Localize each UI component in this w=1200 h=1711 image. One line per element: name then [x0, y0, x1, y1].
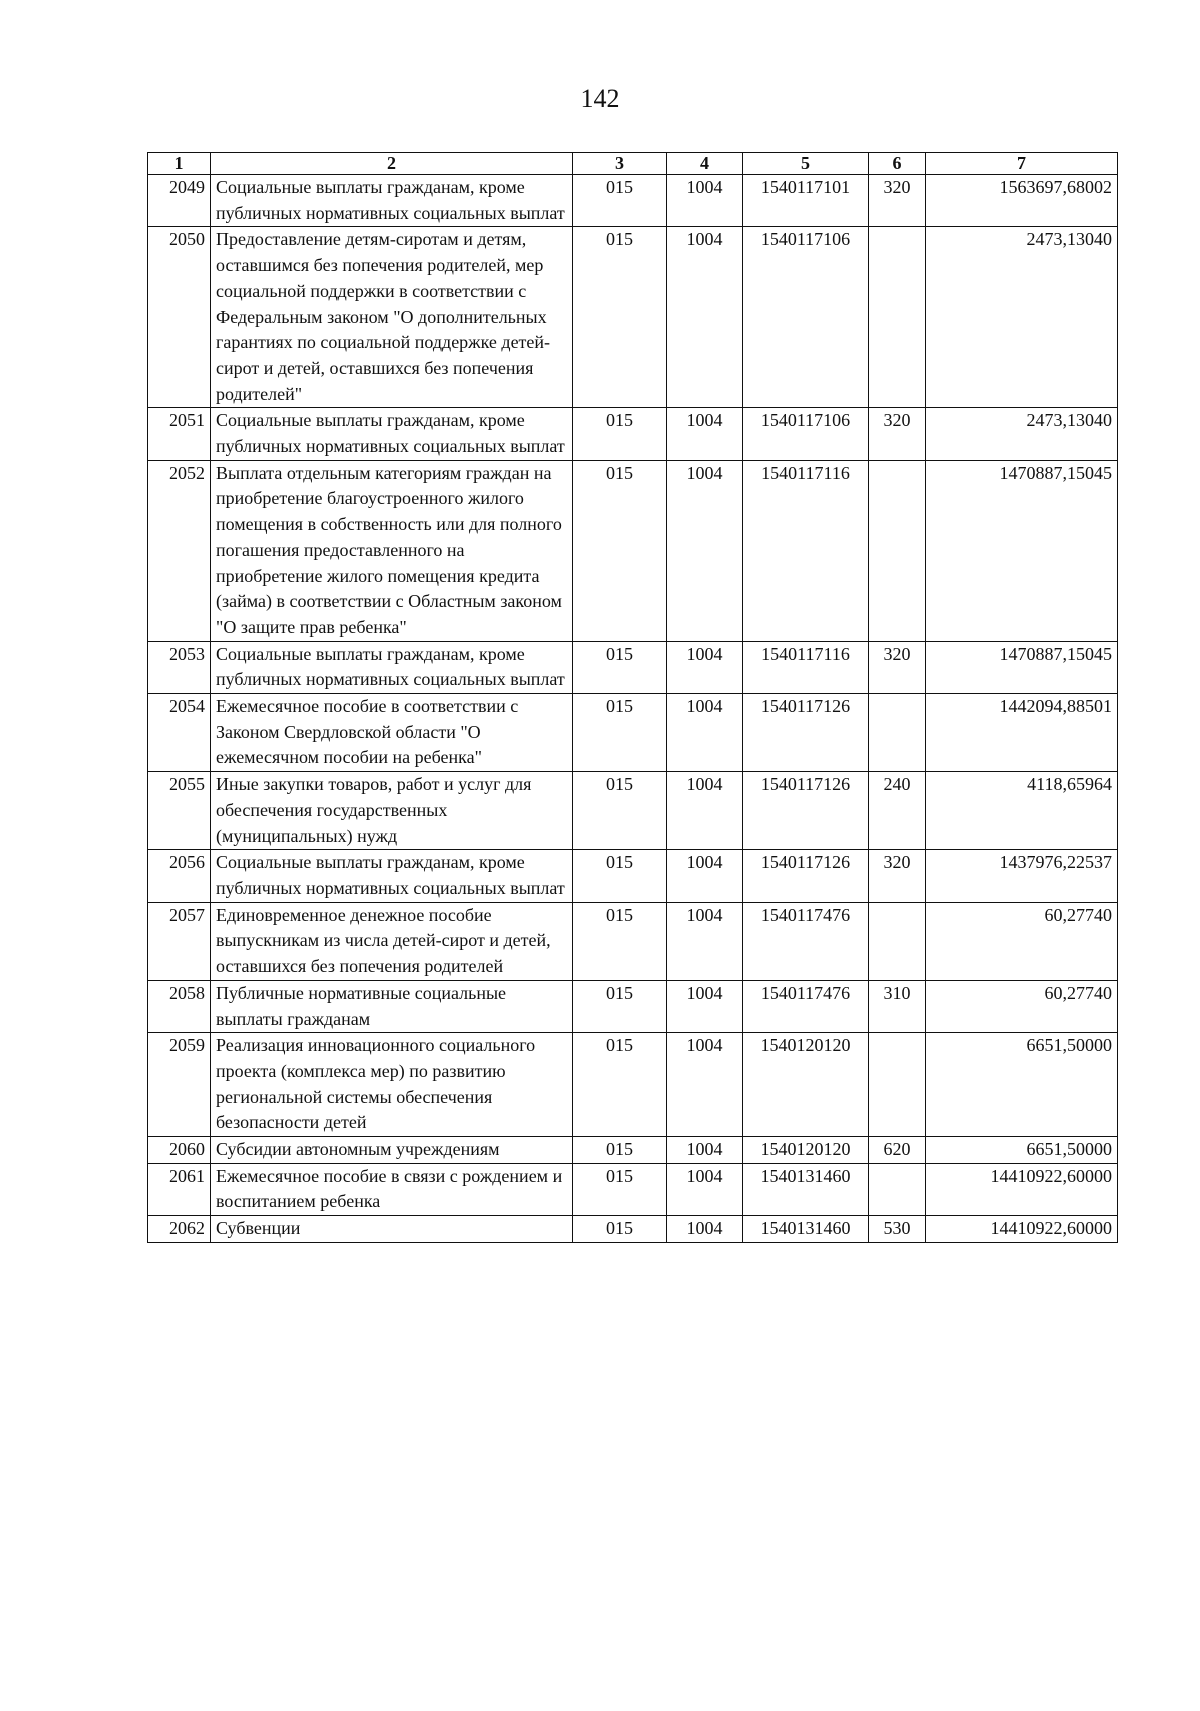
ministry-code-cell: 015	[573, 1163, 667, 1215]
section-code-cell: 1004	[667, 460, 743, 641]
table-row	[148, 1216, 1118, 1243]
table-row	[148, 408, 1118, 460]
description-cell: Единовременное денежное пособие выпускникам из числа детей-сирот и детей, оставшихся без попечения родителей	[211, 902, 573, 980]
description-cell: Социальные выплаты гражданам, кроме публичных нормативных социальных выплат	[211, 850, 573, 902]
expense-type-cell	[869, 902, 926, 980]
budget-table	[147, 152, 1118, 1243]
target-article-cell: 1540120120	[743, 1137, 869, 1164]
section-code-cell: 1004	[667, 694, 743, 772]
ministry-code-cell: 015	[573, 902, 667, 980]
table-row	[148, 980, 1118, 1032]
section-code-cell: 1004	[667, 902, 743, 980]
table-row	[148, 694, 1118, 772]
row-number-cell: 2060	[148, 1137, 211, 1164]
amount-cell: 14410922,60000	[926, 1216, 1118, 1243]
ministry-code-cell: 015	[573, 460, 667, 641]
section-code-cell: 1004	[667, 227, 743, 408]
description-cell: Реализация инновационного социального проекта (комплекса мер) по развитию региональной системы обеспечения безопасности детей	[211, 1033, 573, 1137]
row-number-cell: 2057	[148, 902, 211, 980]
amount-cell: 60,27740	[926, 902, 1118, 980]
row-number-cell: 2050	[148, 227, 211, 408]
row-number-cell: 2058	[148, 980, 211, 1032]
amount-cell: 2473,13040	[926, 227, 1118, 408]
description-cell: Ежемесячное пособие в связи с рождением и воспитанием ребенка	[211, 1163, 573, 1215]
column-header: 7	[926, 153, 1118, 175]
row-number-cell: 2062	[148, 1216, 211, 1243]
target-article-cell: 1540117116	[743, 460, 869, 641]
ministry-code-cell: 015	[573, 980, 667, 1032]
table-row	[148, 1163, 1118, 1215]
amount-cell: 4118,65964	[926, 772, 1118, 850]
expense-type-cell	[869, 1163, 926, 1215]
ministry-code-cell: 015	[573, 227, 667, 408]
row-number-cell: 2055	[148, 772, 211, 850]
expense-type-cell: 320	[869, 175, 926, 227]
expense-type-cell	[869, 1033, 926, 1137]
ministry-code-cell: 015	[573, 1137, 667, 1164]
section-code-cell: 1004	[667, 1033, 743, 1137]
ministry-code-cell: 015	[573, 850, 667, 902]
amount-cell: 60,27740	[926, 980, 1118, 1032]
column-header: 3	[573, 153, 667, 175]
description-cell: Субсидии автономным учреждениям	[211, 1137, 573, 1164]
amount-cell: 2473,13040	[926, 408, 1118, 460]
description-cell: Субвенции	[211, 1216, 573, 1243]
column-header: 6	[869, 153, 926, 175]
description-cell: Публичные нормативные социальные выплаты гражданам	[211, 980, 573, 1032]
section-code-cell: 1004	[667, 641, 743, 693]
column-header: 4	[667, 153, 743, 175]
amount-cell: 1470887,15045	[926, 460, 1118, 641]
amount-cell: 1437976,22537	[926, 850, 1118, 902]
expense-type-cell: 240	[869, 772, 926, 850]
section-code-cell: 1004	[667, 772, 743, 850]
row-number-cell: 2061	[148, 1163, 211, 1215]
expense-type-cell	[869, 460, 926, 641]
table-header-row	[148, 153, 1118, 175]
table-row	[148, 1137, 1118, 1164]
description-cell: Социальные выплаты гражданам, кроме публичных нормативных социальных выплат	[211, 175, 573, 227]
table-row	[148, 1033, 1118, 1137]
section-code-cell: 1004	[667, 1137, 743, 1164]
ministry-code-cell: 015	[573, 772, 667, 850]
expense-type-cell: 320	[869, 408, 926, 460]
row-number-cell: 2056	[148, 850, 211, 902]
description-cell: Социальные выплаты гражданам, кроме публичных нормативных социальных выплат	[211, 641, 573, 693]
description-cell: Социальные выплаты гражданам, кроме публичных нормативных социальных выплат	[211, 408, 573, 460]
target-article-cell: 1540117476	[743, 980, 869, 1032]
page-number: 142	[580, 84, 620, 113]
target-article-cell: 1540117106	[743, 227, 869, 408]
table-row	[148, 850, 1118, 902]
table-row	[148, 641, 1118, 693]
target-article-cell: 1540120120	[743, 1033, 869, 1137]
amount-cell: 1563697,68002	[926, 175, 1118, 227]
table-body	[148, 175, 1118, 1243]
row-number-cell: 2049	[148, 175, 211, 227]
target-article-cell: 1540131460	[743, 1163, 869, 1215]
target-article-cell: 1540117476	[743, 902, 869, 980]
target-article-cell: 1540117116	[743, 641, 869, 693]
expense-type-cell: 530	[869, 1216, 926, 1243]
section-code-cell: 1004	[667, 1163, 743, 1215]
expense-type-cell	[869, 694, 926, 772]
description-cell: Выплата отдельным категориям граждан на приобретение благоустроенного жилого помещения в собственность или для полного погашения предоставленного на приобретение жилого помещения кредита (займа) в соответствии с Областным законом "О защите прав ребенка"	[211, 460, 573, 641]
row-number-cell: 2059	[148, 1033, 211, 1137]
column-header: 2	[211, 153, 573, 175]
section-code-cell: 1004	[667, 850, 743, 902]
row-number-cell: 2053	[148, 641, 211, 693]
description-cell: Иные закупки товаров, работ и услуг для обеспечения государственных (муниципальных) нужд	[211, 772, 573, 850]
row-number-cell: 2052	[148, 460, 211, 641]
row-number-cell: 2054	[148, 694, 211, 772]
expense-type-cell: 620	[869, 1137, 926, 1164]
amount-cell: 1470887,15045	[926, 641, 1118, 693]
section-code-cell: 1004	[667, 175, 743, 227]
target-article-cell: 1540117101	[743, 175, 869, 227]
ministry-code-cell: 015	[573, 694, 667, 772]
target-article-cell: 1540117126	[743, 850, 869, 902]
description-cell: Ежемесячное пособие в соответствии с Законом Свердловской области "О ежемесячном пособии на ребенка"	[211, 694, 573, 772]
description-cell: Предоставление детям-сиротам и детям, оставшимся без попечения родителей, мер социальной поддержки в соответствии с Федеральным законом "О дополнительных гарантиях по социальной поддержке детей-сирот и детей, оставшихся без попечения родителей"	[211, 227, 573, 408]
ministry-code-cell: 015	[573, 1033, 667, 1137]
table-row	[148, 227, 1118, 408]
target-article-cell: 1540117126	[743, 772, 869, 850]
table-row	[148, 175, 1118, 227]
amount-cell: 1442094,88501	[926, 694, 1118, 772]
table-row	[148, 460, 1118, 641]
column-header: 1	[148, 153, 211, 175]
target-article-cell: 1540131460	[743, 1216, 869, 1243]
section-code-cell: 1004	[667, 980, 743, 1032]
target-article-cell: 1540117106	[743, 408, 869, 460]
expense-type-cell	[869, 227, 926, 408]
expense-type-cell: 310	[869, 980, 926, 1032]
table-row	[148, 772, 1118, 850]
column-header: 5	[743, 153, 869, 175]
amount-cell: 14410922,60000	[926, 1163, 1118, 1215]
section-code-cell: 1004	[667, 1216, 743, 1243]
expense-type-cell: 320	[869, 850, 926, 902]
amount-cell: 6651,50000	[926, 1137, 1118, 1164]
row-number-cell: 2051	[148, 408, 211, 460]
section-code-cell: 1004	[667, 408, 743, 460]
table-row	[148, 902, 1118, 980]
ministry-code-cell: 015	[573, 641, 667, 693]
expense-type-cell: 320	[869, 641, 926, 693]
ministry-code-cell: 015	[573, 408, 667, 460]
ministry-code-cell: 015	[573, 1216, 667, 1243]
target-article-cell: 1540117126	[743, 694, 869, 772]
ministry-code-cell: 015	[573, 175, 667, 227]
amount-cell: 6651,50000	[926, 1033, 1118, 1137]
